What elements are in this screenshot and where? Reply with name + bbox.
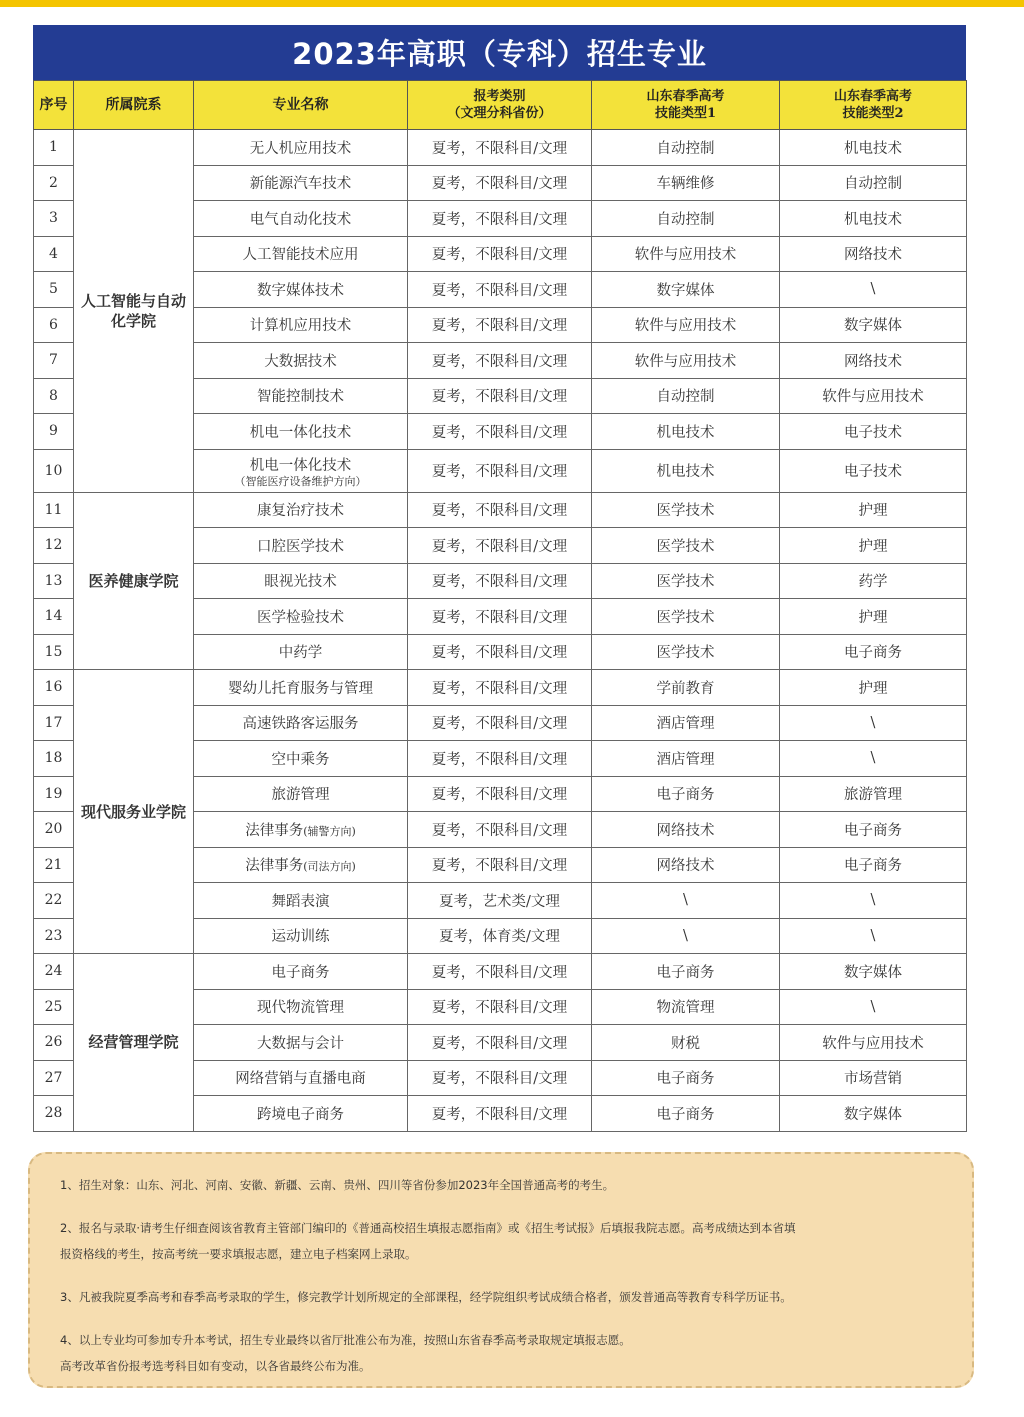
skill-type-2-cell: 市场营销 (780, 1060, 967, 1096)
skill-type-1-cell: 医学技术 (592, 563, 780, 599)
major-cell: 跨境电子商务 (194, 1096, 408, 1132)
header-skill-type-1 (592, 81, 780, 130)
row-number: 15 (34, 634, 74, 670)
exam-type-cell: 夏考，不限科目/文理 (408, 414, 592, 450)
skill-type-1-cell: 电子商务 (592, 776, 780, 812)
exam-type-cell: 夏考，不限科目/文理 (408, 378, 592, 414)
table-header-row (34, 81, 967, 130)
skill-type-2-cell: 软件与应用技术 (780, 1025, 967, 1061)
skill-type-1-cell: 自动控制 (592, 130, 780, 166)
exam-type-cell: 夏考，不限科目/文理 (408, 201, 592, 237)
exam-type-cell: 夏考，不限科目/文理 (408, 272, 592, 308)
skill-type-1-cell: 医学技术 (592, 599, 780, 635)
skill-type-2-cell: 数字媒体 (780, 307, 967, 343)
skill-type-2-cell: \ (780, 918, 967, 954)
skill-type-2-cell: 电子技术 (780, 414, 967, 450)
row-number: 25 (34, 989, 74, 1025)
row-number: 16 (34, 670, 74, 706)
major-cell: 智能控制技术 (194, 378, 408, 414)
row-number: 9 (34, 414, 74, 450)
skill-type-1-cell: 网络技术 (592, 847, 780, 883)
exam-type-cell: 夏考，不限科目/文理 (408, 776, 592, 812)
header-skill-type-2-line2: 技能类型2 (842, 106, 904, 121)
header-index: 序号 (34, 81, 74, 130)
row-number: 17 (34, 705, 74, 741)
major-cell: 眼视光技术 (194, 563, 408, 599)
major-direction-note: (辅警方向) (303, 824, 356, 838)
skill-type-2-cell: \ (780, 989, 967, 1025)
skill-type-1-cell: 车辆维修 (592, 165, 780, 201)
major-cell: 电子商务 (194, 954, 408, 990)
major-cell: 电气自动化技术 (194, 201, 408, 237)
major-cell (194, 812, 408, 848)
skill-type-2-cell: \ (780, 883, 967, 919)
skill-type-1-cell: 网络技术 (592, 812, 780, 848)
major-cell: 无人机应用技术 (194, 130, 408, 166)
major-cell: 机电一体化技术 (194, 414, 408, 450)
exam-type-cell: 夏考，不限科目/文理 (408, 236, 592, 272)
skill-type-1-cell: 医学技术 (592, 634, 780, 670)
note-item-2-line1: 2、报名与录取·请考生仔细查阅该省教育主管部门编印的《普通高校招生填报志愿指南》或《招生考试报》后填报我院志愿。高考成绩达到本省填 (60, 1221, 796, 1235)
table-row (34, 492, 967, 528)
college-cell: 现代服务业学院 (74, 670, 194, 954)
major-cell: 现代物流管理 (194, 989, 408, 1025)
skill-type-1-cell: 财税 (592, 1025, 780, 1061)
college-cell: 医养健康学院 (74, 492, 194, 670)
note-item-3: 3、凡被我院夏季高考和春季高考录取的学生，修完教学计划所规定的全部课程，经学院组织考试成绩合格者，颁发普通高等教育专科学历证书。 (60, 1290, 792, 1304)
exam-type-cell: 夏考，不限科目/文理 (408, 847, 592, 883)
note-item-2-line2: 报资格线的考生，按高考统一要求填报志愿，建立电子档案网上录取。 (60, 1247, 417, 1261)
skill-type-1-cell: 电子商务 (592, 1096, 780, 1132)
major-cell: 运动训练 (194, 918, 408, 954)
header-exam-type (408, 81, 592, 130)
header-exam-type-line1: 报考类别 (473, 89, 526, 104)
header-college: 所属院系 (74, 81, 194, 130)
row-number: 1 (34, 130, 74, 166)
major-cell: 网络营销与直播电商 (194, 1060, 408, 1096)
exam-type-cell: 夏考，不限科目/文理 (408, 634, 592, 670)
row-number: 26 (34, 1025, 74, 1061)
row-number: 22 (34, 883, 74, 919)
header-major: 专业名称 (194, 81, 408, 130)
exam-type-cell: 夏考，不限科目/文理 (408, 954, 592, 990)
row-number: 10 (34, 449, 74, 492)
major-cell: 大数据与会计 (194, 1025, 408, 1061)
exam-type-cell: 夏考，不限科目/文理 (408, 599, 592, 635)
skill-type-2-cell: 自动控制 (780, 165, 967, 201)
exam-type-cell: 夏考，体育类/文理 (408, 918, 592, 954)
skill-type-1-cell: \ (592, 918, 780, 954)
exam-type-cell: 夏考，不限科目/文理 (408, 449, 592, 492)
skill-type-2-cell: 护理 (780, 599, 967, 635)
skill-type-1-cell: 电子商务 (592, 954, 780, 990)
major-name: 法律事务 (245, 858, 304, 875)
skill-type-1-cell: 机电技术 (592, 449, 780, 492)
skill-type-1-cell: 数字媒体 (592, 272, 780, 308)
page-title: 2023年高职（专科）招生专业 (33, 25, 966, 80)
exam-type-cell: 夏考，不限科目/文理 (408, 1025, 592, 1061)
note-item-2 (60, 1215, 942, 1267)
note-item-4-line2: 高考改革省份报考选考科目如有变动，以各省最终公布为准。 (60, 1359, 371, 1373)
row-number: 14 (34, 599, 74, 635)
skill-type-2-cell: 网络技术 (780, 343, 967, 379)
major-cell: 舞蹈表演 (194, 883, 408, 919)
skill-type-2-cell: \ (780, 741, 967, 777)
majors-table (33, 80, 967, 1132)
skill-type-1-cell: 软件与应用技术 (592, 307, 780, 343)
major-cell: 康复治疗技术 (194, 492, 408, 528)
header-skill-type-2-line1: 山东春季高考 (833, 89, 912, 104)
header-skill-type-1-line2: 技能类型1 (654, 106, 717, 121)
skill-type-1-cell: \ (592, 883, 780, 919)
row-number: 21 (34, 847, 74, 883)
row-number: 19 (34, 776, 74, 812)
exam-type-cell: 夏考，不限科目/文理 (408, 165, 592, 201)
table-row (34, 130, 967, 166)
row-number: 20 (34, 812, 74, 848)
row-number: 8 (34, 378, 74, 414)
major-cell: 婴幼儿托育服务与管理 (194, 670, 408, 706)
skill-type-1-cell: 自动控制 (592, 378, 780, 414)
header-skill-type-2 (780, 81, 967, 130)
row-number: 23 (34, 918, 74, 954)
exam-type-cell: 夏考，不限科目/文理 (408, 1096, 592, 1132)
row-number: 6 (34, 307, 74, 343)
exam-type-cell: 夏考，不限科目/文理 (408, 705, 592, 741)
exam-type-cell: 夏考，不限科目/文理 (408, 670, 592, 706)
exam-type-cell: 夏考，艺术类/文理 (408, 883, 592, 919)
skill-type-2-cell: 电子技术 (780, 449, 967, 492)
row-number: 18 (34, 741, 74, 777)
skill-type-1-cell: 酒店管理 (592, 741, 780, 777)
skill-type-2-cell: 机电技术 (780, 201, 967, 237)
row-number: 27 (34, 1060, 74, 1096)
major-cell: 空中乘务 (194, 741, 408, 777)
major-direction-note: （智能医疗设备维护方向） (234, 474, 367, 488)
row-number: 24 (34, 954, 74, 990)
skill-type-2-cell: 电子商务 (780, 847, 967, 883)
major-cell: 新能源汽车技术 (194, 165, 408, 201)
skill-type-1-cell: 软件与应用技术 (592, 236, 780, 272)
major-cell: 数字媒体技术 (194, 272, 408, 308)
major-cell (194, 847, 408, 883)
skill-type-1-cell: 学前教育 (592, 670, 780, 706)
skill-type-1-cell: 医学技术 (592, 528, 780, 564)
skill-type-2-cell: 护理 (780, 528, 967, 564)
skill-type-2-cell: 电子商务 (780, 634, 967, 670)
admission-notes-box (28, 1152, 974, 1388)
skill-type-2-cell: \ (780, 272, 967, 308)
note-item-4-line1: 4、以上专业均可参加专升本考试，招生专业最终以省厅批准公布为准，按照山东省春季高考录取规定填报志愿。 (60, 1333, 631, 1347)
college-cell: 经营管理学院 (74, 954, 194, 1132)
skill-type-2-cell: 药学 (780, 563, 967, 599)
skill-type-2-cell: 数字媒体 (780, 954, 967, 990)
exam-type-cell: 夏考，不限科目/文理 (408, 563, 592, 599)
major-cell: 计算机应用技术 (194, 307, 408, 343)
skill-type-2-cell: 软件与应用技术 (780, 378, 967, 414)
skill-type-2-cell: 网络技术 (780, 236, 967, 272)
college-cell: 人工智能与自动化学院 (74, 130, 194, 493)
skill-type-1-cell: 物流管理 (592, 989, 780, 1025)
skill-type-1-cell: 自动控制 (592, 201, 780, 237)
skill-type-1-cell: 机电技术 (592, 414, 780, 450)
skill-type-2-cell: 护理 (780, 492, 967, 528)
exam-type-cell: 夏考，不限科目/文理 (408, 1060, 592, 1096)
row-number: 7 (34, 343, 74, 379)
row-number: 2 (34, 165, 74, 201)
exam-type-cell: 夏考，不限科目/文理 (408, 989, 592, 1025)
skill-type-2-cell: 数字媒体 (780, 1096, 967, 1132)
row-number: 13 (34, 563, 74, 599)
row-number: 11 (34, 492, 74, 528)
major-name: 机电一体化技术 (249, 457, 352, 474)
skill-type-2-cell: 电子商务 (780, 812, 967, 848)
major-cell: 高速铁路客运服务 (194, 705, 408, 741)
skill-type-1-cell: 软件与应用技术 (592, 343, 780, 379)
major-direction-note: (司法方向) (303, 860, 356, 874)
header-skill-type-1-line1: 山东春季高考 (646, 89, 725, 104)
skill-type-2-cell: 机电技术 (780, 130, 967, 166)
major-cell: 医学检验技术 (194, 599, 408, 635)
exam-type-cell: 夏考，不限科目/文理 (408, 812, 592, 848)
note-item-4 (60, 1327, 942, 1379)
row-number: 5 (34, 272, 74, 308)
major-cell: 旅游管理 (194, 776, 408, 812)
skill-type-2-cell: \ (780, 705, 967, 741)
exam-type-cell: 夏考，不限科目/文理 (408, 741, 592, 777)
major-cell: 口腔医学技术 (194, 528, 408, 564)
exam-type-cell: 夏考，不限科目/文理 (408, 492, 592, 528)
skill-type-1-cell: 电子商务 (592, 1060, 780, 1096)
exam-type-cell: 夏考，不限科目/文理 (408, 528, 592, 564)
top-accent-band (0, 0, 1024, 7)
major-cell: 中药学 (194, 634, 408, 670)
header-exam-type-line2: （文理分科省份） (447, 106, 552, 121)
major-cell: 人工智能技术应用 (194, 236, 408, 272)
skill-type-2-cell: 旅游管理 (780, 776, 967, 812)
skill-type-1-cell: 医学技术 (592, 492, 780, 528)
exam-type-cell: 夏考，不限科目/文理 (408, 343, 592, 379)
major-cell (194, 449, 408, 492)
note-item-1: 1、招生对象：山东、河北、河南、安徽、新疆、云南、贵州、四川等省份参加2023年全国普通高考的考生。 (60, 1178, 615, 1192)
table-row (34, 670, 967, 706)
row-number: 4 (34, 236, 74, 272)
row-number: 28 (34, 1096, 74, 1132)
major-name: 法律事务 (245, 822, 304, 839)
row-number: 12 (34, 528, 74, 564)
skill-type-1-cell: 酒店管理 (592, 705, 780, 741)
exam-type-cell: 夏考，不限科目/文理 (408, 130, 592, 166)
table-row (34, 954, 967, 990)
major-cell: 大数据技术 (194, 343, 408, 379)
row-number: 3 (34, 201, 74, 237)
skill-type-2-cell: 护理 (780, 670, 967, 706)
exam-type-cell: 夏考，不限科目/文理 (408, 307, 592, 343)
